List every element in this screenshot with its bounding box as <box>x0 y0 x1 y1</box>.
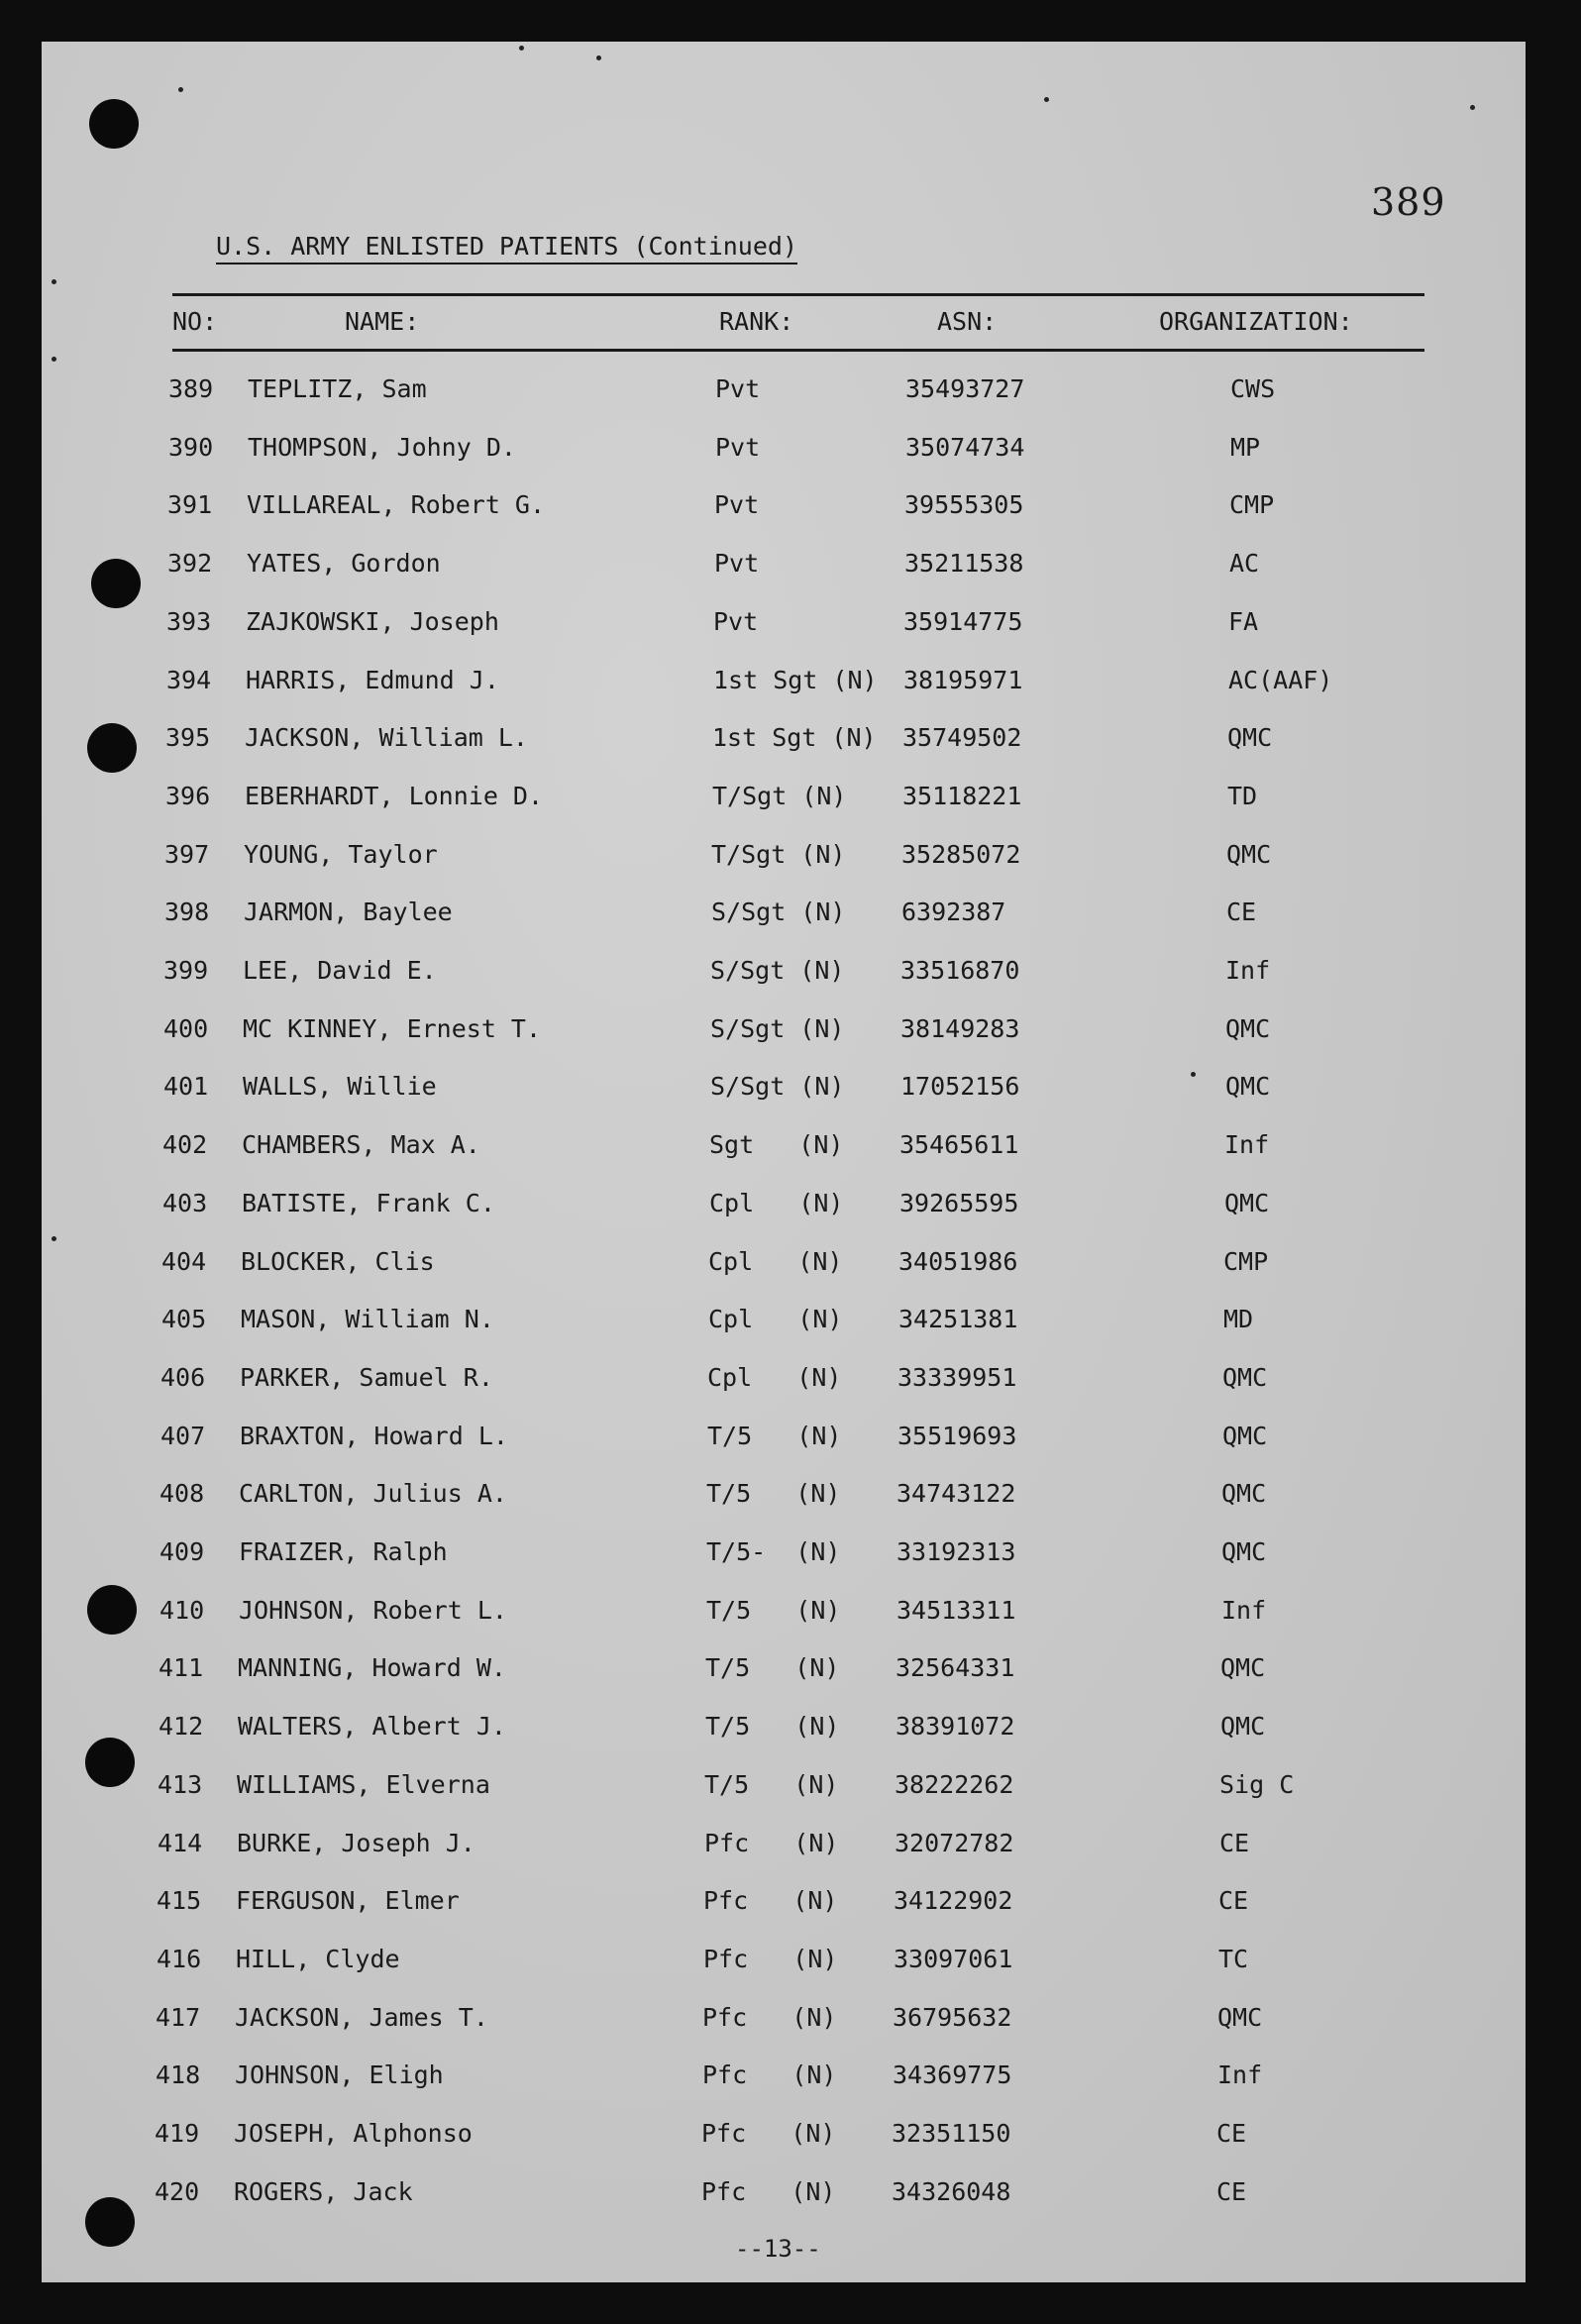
rank-cell: Pvt <box>715 432 761 462</box>
rank-cell: Cpl (N) <box>707 1362 842 1392</box>
patient-name: JOHNSON, Robert L. <box>239 1595 507 1625</box>
row-number: 412 <box>158 1712 204 1742</box>
header-name: NAME: <box>345 307 420 336</box>
table-row <box>42 1653 1526 1693</box>
rank-cell: S/Sgt (N) <box>711 898 846 927</box>
row-number: 389 <box>168 374 214 403</box>
rank-cell: 1st Sgt (N) <box>712 723 877 753</box>
table-row <box>42 1305 1526 1344</box>
table-row <box>42 1829 1526 1868</box>
rank-cell: T/5 (N) <box>705 1653 840 1683</box>
asn-cell: 34326048 <box>892 2176 1011 2206</box>
table-row <box>42 2003 1526 2043</box>
rank-cell: Pfc (N) <box>703 1944 838 1973</box>
organization-cell: QMC <box>1222 1421 1268 1450</box>
patient-name: CHAMBERS, Max A. <box>242 1130 480 1160</box>
patient-name: BLOCKER, Clis <box>241 1246 435 1276</box>
patient-name: BRAXTON, Howard L. <box>240 1421 508 1450</box>
organization-cell: QMC <box>1220 1653 1266 1683</box>
row-number: 413 <box>158 1769 203 1799</box>
asn-cell: 34369775 <box>893 2060 1012 2090</box>
row-number: 405 <box>161 1305 207 1334</box>
patient-name: HARRIS, Edmund J. <box>246 665 499 694</box>
organization-cell: CE <box>1219 1828 1250 1857</box>
page-footer: --13-- <box>735 2235 821 2263</box>
patient-name: WALLS, Willie <box>243 1072 437 1102</box>
rank-cell: T/5 (N) <box>707 1421 842 1450</box>
table-row <box>42 490 1526 530</box>
rank-cell: 1st Sgt (N) <box>713 665 878 694</box>
row-number: 398 <box>164 898 210 927</box>
table-row <box>42 1363 1526 1403</box>
table-row <box>42 898 1526 937</box>
rank-cell: S/Sgt (N) <box>710 1013 845 1043</box>
table-row <box>42 1945 1526 1984</box>
header-rank: RANK: <box>719 307 794 336</box>
rank-cell: T/Sgt (N) <box>711 839 846 869</box>
asn-cell: 35519693 <box>897 1421 1017 1450</box>
rank-cell: Pfc (N) <box>701 2119 836 2148</box>
row-number: 396 <box>165 781 211 810</box>
asn-cell: 38195971 <box>903 665 1023 694</box>
table-row <box>42 723 1526 763</box>
table-row <box>42 956 1526 996</box>
table-row <box>42 1014 1526 1054</box>
organization-cell: TC <box>1218 1944 1249 1973</box>
rank-cell: T/5- (N) <box>706 1537 841 1566</box>
asn-cell: 34513311 <box>896 1595 1016 1625</box>
rank-cell: T/5 (N) <box>705 1712 840 1742</box>
rank-cell: Pvt <box>715 374 761 403</box>
patient-name: YATES, Gordon <box>247 549 441 579</box>
organization-cell: CMP <box>1223 1246 1269 1276</box>
organization-cell: TD <box>1227 781 1258 810</box>
table-row <box>42 549 1526 588</box>
rank-cell: Pfc (N) <box>703 1886 838 1916</box>
rank-cell: Cpl (N) <box>708 1305 843 1334</box>
patient-name: FRAIZER, Ralph <box>239 1537 448 1566</box>
header-asn: ASN: <box>937 307 998 336</box>
ink-speck <box>52 1236 56 1241</box>
asn-cell: 35493727 <box>905 374 1025 403</box>
patient-name: VILLAREAL, Robert G. <box>247 490 546 520</box>
rank-cell: Pfc (N) <box>702 2060 837 2090</box>
table-row <box>42 2177 1526 2217</box>
asn-cell: 34122902 <box>894 1886 1013 1916</box>
patient-name: HILL, Clyde <box>236 1944 400 1973</box>
table-row <box>42 433 1526 473</box>
rank-cell: Sgt (N) <box>709 1130 844 1160</box>
rank-cell: Pfc (N) <box>701 2176 836 2206</box>
asn-cell: 34051986 <box>898 1246 1018 1276</box>
rank-cell: Pfc (N) <box>704 1828 839 1857</box>
patient-name: WALTERS, Albert J. <box>238 1712 506 1742</box>
row-number: 399 <box>163 956 209 985</box>
patient-name: PARKER, Samuel R. <box>240 1362 493 1392</box>
asn-cell: 39555305 <box>904 490 1024 520</box>
organization-cell: QMC <box>1226 839 1272 869</box>
table-row <box>42 782 1526 821</box>
organization-cell: CWS <box>1230 374 1276 403</box>
patient-name: JACKSON, William L. <box>245 723 528 753</box>
organization-cell: QMC <box>1225 1072 1271 1102</box>
header-organization: ORGANIZATION: <box>1159 307 1353 336</box>
patient-name: JARMON, Baylee <box>244 898 453 927</box>
asn-cell: 38222262 <box>895 1769 1014 1799</box>
patient-name: THOMPSON, Johny D. <box>248 432 516 462</box>
organization-cell: QMC <box>1221 1479 1267 1509</box>
row-number: 397 <box>164 839 210 869</box>
table-row <box>42 2060 1526 2100</box>
row-number: 407 <box>160 1421 206 1450</box>
patient-name: ZAJKOWSKI, Joseph <box>246 606 499 636</box>
asn-cell: 33097061 <box>894 1944 1013 1973</box>
row-number: 411 <box>158 1653 204 1683</box>
rank-cell: S/Sgt (N) <box>710 956 845 985</box>
patient-name: LEE, David E. <box>243 956 437 985</box>
patient-name: JACKSON, James T. <box>235 2002 488 2032</box>
patient-name: BATISTE, Frank C. <box>242 1188 495 1217</box>
row-number: 402 <box>162 1130 208 1160</box>
row-number: 390 <box>168 432 214 462</box>
organization-cell: CMP <box>1229 490 1275 520</box>
row-number: 416 <box>157 1944 202 1973</box>
asn-cell: 34743122 <box>896 1479 1016 1509</box>
rank-cell: Pvt <box>714 490 760 520</box>
row-number: 406 <box>160 1362 206 1392</box>
organization-cell: QMC <box>1225 1013 1271 1043</box>
asn-cell: 38391072 <box>896 1712 1015 1742</box>
asn-cell: 35465611 <box>899 1130 1019 1160</box>
ink-speck <box>52 357 56 362</box>
patient-name: TEPLITZ, Sam <box>248 374 427 403</box>
row-number: 401 <box>163 1072 209 1102</box>
organization-cell: QMC <box>1217 2002 1263 2032</box>
table-row <box>42 1422 1526 1461</box>
page-number: 389 <box>1371 180 1446 224</box>
organization-cell: QMC <box>1221 1537 1267 1566</box>
organization-cell: Sig C <box>1219 1769 1295 1799</box>
patient-name: JOSEPH, Alphonso <box>234 2119 473 2148</box>
ink-speck <box>52 279 56 284</box>
asn-cell: 6392387 <box>901 898 1006 927</box>
asn-cell: 35285072 <box>901 839 1021 869</box>
row-number: 420 <box>155 2176 200 2206</box>
asn-cell: 32351150 <box>892 2119 1011 2148</box>
row-number: 403 <box>162 1188 208 1217</box>
rank-cell: Pvt <box>714 549 760 579</box>
organization-cell: MD <box>1223 1305 1254 1334</box>
row-number: 408 <box>159 1479 205 1509</box>
row-number: 418 <box>156 2060 201 2090</box>
rank-cell: T/Sgt (N) <box>712 781 847 810</box>
asn-cell: 35914775 <box>903 606 1023 636</box>
organization-cell: CE <box>1226 898 1257 927</box>
page-title: U.S. ARMY ENLISTED PATIENTS (Continued) <box>216 232 797 264</box>
table-row <box>42 1189 1526 1228</box>
header-top-rule <box>172 293 1424 296</box>
organization-cell: MP <box>1230 432 1261 462</box>
organization-cell: QMC <box>1222 1362 1268 1392</box>
table-row <box>42 374 1526 414</box>
organization-cell: FA <box>1228 606 1259 636</box>
rank-cell: Cpl (N) <box>709 1188 844 1217</box>
rank-cell: T/5 (N) <box>706 1595 841 1625</box>
table-row <box>42 1072 1526 1111</box>
patient-name: CARLTON, Julius A. <box>239 1479 507 1509</box>
row-number: 417 <box>156 2002 201 2032</box>
header-bottom-rule <box>172 349 1424 352</box>
asn-cell: 33192313 <box>896 1537 1016 1566</box>
asn-cell: 34251381 <box>898 1305 1018 1334</box>
patient-name: ROGERS, Jack <box>234 2176 413 2206</box>
table-row <box>42 1537 1526 1577</box>
asn-cell: 32564331 <box>896 1653 1015 1683</box>
asn-cell: 35749502 <box>902 723 1022 753</box>
patient-name: BURKE, Joseph J. <box>237 1828 475 1857</box>
patient-name: WILLIAMS, Elverna <box>237 1769 490 1799</box>
patient-name: JOHNSON, Eligh <box>235 2060 444 2090</box>
table-row <box>42 1479 1526 1519</box>
table-row <box>42 2119 1526 2159</box>
header-no: NO: <box>172 307 218 336</box>
asn-cell: 36795632 <box>893 2002 1012 2032</box>
document-page <box>42 42 1526 2282</box>
row-number: 391 <box>167 490 213 520</box>
asn-cell: 35118221 <box>902 781 1022 810</box>
organization-cell: Inf <box>1225 956 1271 985</box>
ink-speck <box>596 55 601 60</box>
asn-cell: 33339951 <box>897 1362 1017 1392</box>
organization-cell: CE <box>1218 1886 1249 1916</box>
row-number: 419 <box>155 2119 200 2148</box>
asn-cell: 35074734 <box>905 432 1025 462</box>
table-row <box>42 1596 1526 1636</box>
table-row <box>42 607 1526 647</box>
patient-name: MC KINNEY, Ernest T. <box>243 1013 542 1043</box>
row-number: 392 <box>167 549 213 579</box>
table-row <box>42 1886 1526 1926</box>
organization-cell: Inf <box>1224 1130 1270 1160</box>
ink-speck <box>1470 105 1475 110</box>
organization-cell: AC(AAF) <box>1228 665 1333 694</box>
table-row <box>42 1712 1526 1751</box>
patient-name: FERGUSON, Elmer <box>236 1886 460 1916</box>
table-row <box>42 1130 1526 1170</box>
ink-speck <box>519 46 524 51</box>
rank-cell: T/5 (N) <box>704 1769 839 1799</box>
table-row <box>42 840 1526 880</box>
row-number: 404 <box>161 1246 207 1276</box>
row-number: 400 <box>163 1013 209 1043</box>
asn-cell: 33516870 <box>900 956 1020 985</box>
patient-name: MASON, William N. <box>241 1305 494 1334</box>
binder-hole <box>89 99 139 149</box>
ink-speck <box>1044 97 1049 102</box>
asn-cell: 17052156 <box>900 1072 1020 1102</box>
table-row <box>42 666 1526 705</box>
organization-cell: Inf <box>1221 1595 1267 1625</box>
organization-cell: Inf <box>1217 2060 1263 2090</box>
table-row <box>42 1770 1526 1810</box>
rank-cell: T/5 (N) <box>706 1479 841 1509</box>
asn-cell: 32072782 <box>895 1828 1014 1857</box>
row-number: 395 <box>165 723 211 753</box>
organization-cell: CE <box>1216 2119 1247 2148</box>
asn-cell: 35211538 <box>904 549 1024 579</box>
row-number: 410 <box>159 1595 205 1625</box>
organization-cell: CE <box>1216 2176 1247 2206</box>
row-number: 394 <box>166 665 212 694</box>
asn-cell: 38149283 <box>900 1013 1020 1043</box>
patient-name: EBERHARDT, Lonnie D. <box>245 781 544 810</box>
patient-name: YOUNG, Taylor <box>244 839 438 869</box>
organization-cell: QMC <box>1227 723 1273 753</box>
ink-speck <box>178 87 183 92</box>
row-number: 409 <box>159 1537 205 1566</box>
rank-cell: Cpl (N) <box>708 1246 843 1276</box>
table-row <box>42 1247 1526 1287</box>
organization-cell: QMC <box>1220 1712 1266 1742</box>
row-number: 414 <box>158 1828 203 1857</box>
rank-cell: S/Sgt (N) <box>710 1072 845 1102</box>
row-number: 415 <box>157 1886 202 1916</box>
organization-cell: AC <box>1229 549 1260 579</box>
patient-name: MANNING, Howard W. <box>238 1653 506 1683</box>
row-number: 393 <box>166 606 212 636</box>
rank-cell: Pfc (N) <box>702 2002 837 2032</box>
organization-cell: QMC <box>1224 1188 1270 1217</box>
rank-cell: Pvt <box>713 606 759 636</box>
asn-cell: 39265595 <box>899 1188 1019 1217</box>
